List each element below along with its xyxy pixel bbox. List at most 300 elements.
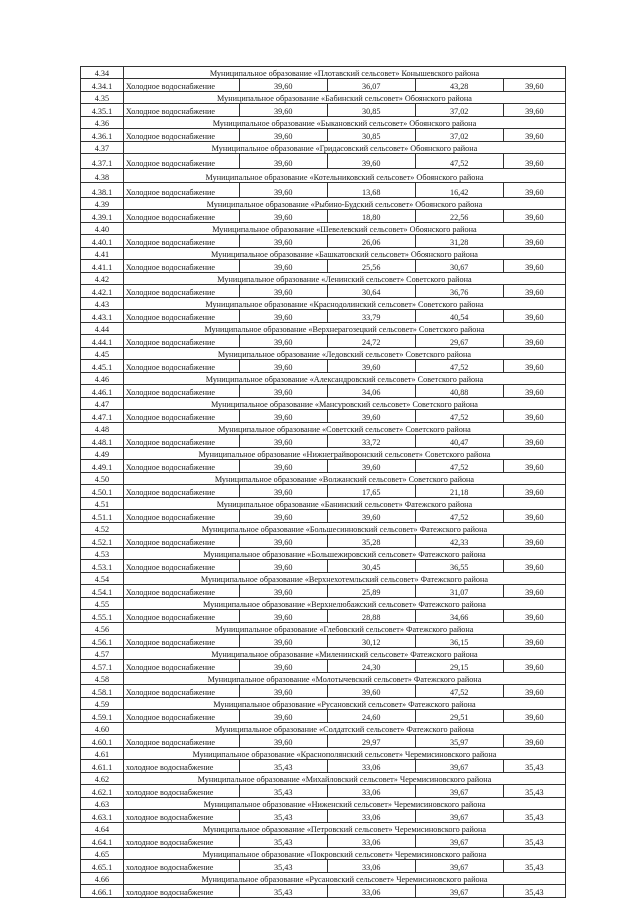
tariff-value-2: 13,68: [327, 183, 415, 198]
tariff-row: [81, 235, 566, 248]
tariff-value-3: 29,67: [415, 335, 503, 348]
tariff-value-2: 33,06: [327, 810, 415, 823]
tariff-value-2: 18,80: [327, 210, 415, 223]
row-number: 4.42: [81, 273, 124, 285]
service-name: холодное водоснабжение: [123, 835, 239, 848]
section-header-row: [81, 723, 566, 735]
row-number: 4.61.1: [81, 760, 124, 773]
tariff-value-2: 36,07: [327, 79, 415, 92]
section-header-row: [81, 573, 566, 585]
tariff-value-1: 39,60: [239, 335, 327, 348]
tariff-value-1: 35,43: [239, 785, 327, 798]
section-header-row: [81, 223, 566, 235]
municipality-title: Муниципальное образование «Верхнехотемльский сельсовет» Фатежского района: [123, 573, 565, 585]
tariff-value-4: 39,60: [503, 129, 565, 142]
tariff-value-3: 36,55: [415, 560, 503, 573]
tariff-value-3: 39,67: [415, 885, 503, 898]
tariff-value-3: 37,02: [415, 129, 503, 142]
row-number: 4.47.1: [81, 410, 124, 423]
row-number: 4.41: [81, 248, 124, 260]
municipality-title: Муниципальное образование «Русановский сельсовет» Фатежского района: [123, 698, 565, 710]
municipality-title: Муниципальное образование «Петровский сельсовет» Черемисиновского района: [123, 823, 565, 835]
tariff-value-2: 30,85: [327, 104, 415, 117]
tariff-value-2: 25,89: [327, 585, 415, 598]
service-name: Холодное водоснабжение: [123, 285, 239, 298]
tariff-value-2: 33,06: [327, 835, 415, 848]
municipality-title: Муниципальное образование «Мансуровский сельсовет» Советского района: [123, 398, 565, 410]
municipality-title: Муниципальное образование «Шевелевский сельсовет» Обоянского района: [123, 223, 565, 235]
service-name: Холодное водоснабжение: [123, 310, 239, 323]
tariff-value-1: 39,60: [239, 635, 327, 648]
tariff-value-3: 40,54: [415, 310, 503, 323]
tariff-value-2: 35,28: [327, 535, 415, 548]
tariff-value-2: 30,12: [327, 635, 415, 648]
tariff-value-2: 24,30: [327, 660, 415, 673]
row-number: 4.62: [81, 773, 124, 785]
row-number: 4.64.1: [81, 835, 124, 848]
row-number: 4.57.1: [81, 660, 124, 673]
tariff-value-1: 39,60: [239, 154, 327, 169]
tariff-value-3: 34,66: [415, 610, 503, 623]
municipality-title: Муниципальное образование «Большесинновский сельсовет» Фатежского района: [123, 523, 565, 535]
municipality-title: Муниципальное образование «Рыбино-Будский сельсовет» Обоянского района: [123, 198, 565, 210]
section-header-row: [81, 498, 566, 510]
row-number: 4.35.1: [81, 104, 124, 117]
municipality-title: Муниципальное образование «Нижнеграйворонский сельсовет» Советского района: [123, 448, 565, 460]
row-number: 4.34: [81, 67, 124, 79]
tariff-value-3: 29,51: [415, 710, 503, 723]
service-name: Холодное водоснабжение: [123, 260, 239, 273]
tariff-value-4: 35,43: [503, 810, 565, 823]
service-name: Холодное водоснабжение: [123, 335, 239, 348]
service-name: Холодное водоснабжение: [123, 685, 239, 698]
row-number: 4.39.1: [81, 210, 124, 223]
row-number: 4.40.1: [81, 235, 124, 248]
tariff-value-3: 31,28: [415, 235, 503, 248]
tariff-value-2: 39,60: [327, 460, 415, 473]
tariff-value-4: 39,60: [503, 210, 565, 223]
tariff-row: [81, 104, 566, 117]
service-name: Холодное водоснабжение: [123, 485, 239, 498]
tariff-value-4: 35,43: [503, 760, 565, 773]
row-number: 4.46.1: [81, 385, 124, 398]
tariff-value-3: 47,52: [415, 685, 503, 698]
service-name: холодное водоснабжение: [123, 860, 239, 873]
row-number: 4.43: [81, 298, 124, 310]
tariff-value-4: 39,60: [503, 560, 565, 573]
row-number: 4.62.1: [81, 785, 124, 798]
tariff-value-1: 39,60: [239, 660, 327, 673]
row-number: 4.66: [81, 873, 124, 885]
tariff-value-2: 33,06: [327, 760, 415, 773]
tariff-value-1: 39,60: [239, 560, 327, 573]
section-header-row: [81, 273, 566, 285]
row-number: 4.47: [81, 398, 124, 410]
tariff-value-4: 39,60: [503, 385, 565, 398]
tariff-row: [81, 210, 566, 223]
row-number: 4.61: [81, 748, 124, 760]
service-name: Холодное водоснабжение: [123, 154, 239, 169]
section-header-row: [81, 423, 566, 435]
row-number: 4.63: [81, 798, 124, 810]
municipality-title: Муниципальное образование «Башкатовский сельсовет» Обоянского района: [123, 248, 565, 260]
section-header-row: [81, 298, 566, 310]
tariff-row: [81, 885, 566, 898]
municipality-title: Муниципальное образование «Ниженский сельсовет» Черемисиновского района: [123, 798, 565, 810]
row-number: 4.59: [81, 698, 124, 710]
tariff-value-3: 31,07: [415, 585, 503, 598]
row-number: 4.54.1: [81, 585, 124, 598]
tariff-row: [81, 635, 566, 648]
section-header-row: [81, 598, 566, 610]
tariff-value-1: 39,60: [239, 510, 327, 523]
tariff-row: [81, 129, 566, 142]
tariff-value-3: 39,67: [415, 835, 503, 848]
municipality-title: Муниципальное образование «Волжанский сельсовет» Советского района: [123, 473, 565, 485]
tariff-value-1: 39,60: [239, 385, 327, 398]
tariff-value-2: 29,97: [327, 735, 415, 748]
municipality-title: Муниципальное образование «Банинский сельсовет» Фатежского района: [123, 498, 565, 510]
tariff-value-1: 35,43: [239, 885, 327, 898]
tariff-value-1: 39,60: [239, 735, 327, 748]
tariff-value-4: 39,60: [503, 410, 565, 423]
tariff-value-1: 39,60: [239, 129, 327, 142]
row-number: 4.52: [81, 523, 124, 535]
row-number: 4.55.1: [81, 610, 124, 623]
municipality-title: Муниципальное образование «Котельниковский сельсовет» Обоянского района: [123, 169, 565, 183]
row-number: 4.35: [81, 92, 124, 104]
tariff-value-4: 39,60: [503, 335, 565, 348]
municipality-title: Муниципальное образование «Ледовский сельсовет» Советского района: [123, 348, 565, 360]
municipality-title: Муниципальное образование «Быкановский сельсовет» Обоянского района: [123, 117, 565, 129]
tariff-value-1: 35,43: [239, 810, 327, 823]
tariff-value-3: 36,76: [415, 285, 503, 298]
tariff-value-4: 39,60: [503, 460, 565, 473]
municipality-title: Муниципальное образование «Бабинский сельсовет» Обоянского района: [123, 92, 565, 104]
row-number: 4.57: [81, 648, 124, 660]
tariff-value-3: 21,18: [415, 485, 503, 498]
tariff-value-1: 35,43: [239, 860, 327, 873]
tariff-value-2: 33,72: [327, 435, 415, 448]
tariff-value-1: 39,60: [239, 310, 327, 323]
row-number: 4.48: [81, 423, 124, 435]
service-name: Холодное водоснабжение: [123, 710, 239, 723]
tariff-value-1: 39,60: [239, 285, 327, 298]
tariff-value-4: 35,43: [503, 785, 565, 798]
row-number: 4.38.1: [81, 183, 124, 198]
service-name: Холодное водоснабжение: [123, 235, 239, 248]
tariff-value-2: 30,45: [327, 560, 415, 573]
row-number: 4.42.1: [81, 285, 124, 298]
row-number: 4.37: [81, 142, 124, 154]
service-name: холодное водоснабжение: [123, 760, 239, 773]
section-header-row: [81, 523, 566, 535]
section-header-row: [81, 142, 566, 154]
tariff-value-3: 29,15: [415, 660, 503, 673]
tariff-row: [81, 410, 566, 423]
tariff-value-4: 35,43: [503, 860, 565, 873]
tariff-table: [80, 66, 566, 898]
tariff-value-1: 39,60: [239, 710, 327, 723]
row-number: 4.40: [81, 223, 124, 235]
tariff-table-body: [81, 67, 566, 898]
service-name: Холодное водоснабжение: [123, 610, 239, 623]
service-name: холодное водоснабжение: [123, 785, 239, 798]
tariff-value-2: 17,65: [327, 485, 415, 498]
section-header-row: [81, 398, 566, 410]
tariff-row: [81, 610, 566, 623]
row-number: 4.38: [81, 169, 124, 183]
municipality-title: Муниципальное образование «Александровский сельсовет» Советского района: [123, 373, 565, 385]
row-number: 4.66.1: [81, 885, 124, 898]
tariff-value-3: 30,67: [415, 260, 503, 273]
tariff-row: [81, 785, 566, 798]
row-number: 4.58.1: [81, 685, 124, 698]
tariff-value-1: 39,60: [239, 410, 327, 423]
tariff-value-3: 47,52: [415, 154, 503, 169]
section-header-row: [81, 67, 566, 79]
tariff-value-2: 24,72: [327, 335, 415, 348]
tariff-value-3: 47,52: [415, 360, 503, 373]
tariff-value-1: 39,60: [239, 79, 327, 92]
tariff-value-4: 39,60: [503, 660, 565, 673]
row-number: 4.46: [81, 373, 124, 385]
section-header-row: [81, 748, 566, 760]
municipality-title: Муниципальное образование «Ленинский сельсовет» Советского района: [123, 273, 565, 285]
tariff-value-3: 40,47: [415, 435, 503, 448]
row-number: 4.65: [81, 848, 124, 860]
tariff-value-3: 36,15: [415, 635, 503, 648]
tariff-value-1: 35,43: [239, 760, 327, 773]
row-number: 4.36: [81, 117, 124, 129]
row-number: 4.43.1: [81, 310, 124, 323]
tariff-value-2: 34,06: [327, 385, 415, 398]
section-header-row: [81, 798, 566, 810]
row-number: 4.49: [81, 448, 124, 460]
tariff-value-4: 35,43: [503, 885, 565, 898]
tariff-value-3: 47,52: [415, 460, 503, 473]
tariff-value-3: 47,52: [415, 510, 503, 523]
service-name: Холодное водоснабжение: [123, 660, 239, 673]
section-header-row: [81, 548, 566, 560]
service-name: Холодное водоснабжение: [123, 535, 239, 548]
tariff-row: [81, 760, 566, 773]
tariff-value-4: 39,60: [503, 610, 565, 623]
service-name: холодное водоснабжение: [123, 810, 239, 823]
municipality-title: Муниципальное образование «Плотавский сельсовет» Конышевского района: [123, 67, 565, 79]
row-number: 4.51.1: [81, 510, 124, 523]
tariff-row: [81, 560, 566, 573]
tariff-row: [81, 335, 566, 348]
tariff-row: [81, 285, 566, 298]
row-number: 4.53: [81, 548, 124, 560]
row-number: 4.60.1: [81, 735, 124, 748]
service-name: Холодное водоснабжение: [123, 435, 239, 448]
row-number: 4.41.1: [81, 260, 124, 273]
municipality-title: Муниципальное образование «Михайловский сельсовет» Черемисиновского района: [123, 773, 565, 785]
tariff-value-4: 39,60: [503, 510, 565, 523]
row-number: 4.56.1: [81, 635, 124, 648]
row-number: 4.53.1: [81, 560, 124, 573]
tariff-value-1: 39,60: [239, 183, 327, 198]
tariff-value-1: 39,60: [239, 685, 327, 698]
tariff-value-4: 35,43: [503, 835, 565, 848]
tariff-value-4: 39,60: [503, 635, 565, 648]
tariff-value-4: 39,60: [503, 710, 565, 723]
municipality-title: Муниципальное образование «Солдатский сельсовет» Фатежского района: [123, 723, 565, 735]
section-header-row: [81, 848, 566, 860]
section-header-row: [81, 117, 566, 129]
row-number: 4.39: [81, 198, 124, 210]
service-name: Холодное водоснабжение: [123, 385, 239, 398]
tariff-value-1: 39,60: [239, 535, 327, 548]
tariff-value-2: 39,60: [327, 685, 415, 698]
tariff-row: [81, 360, 566, 373]
service-name: Холодное водоснабжение: [123, 735, 239, 748]
service-name: Холодное водоснабжение: [123, 460, 239, 473]
service-name: Холодное водоснабжение: [123, 183, 239, 198]
municipality-title: Муниципальное образование «Покровский сельсовет» Черемисиновского района: [123, 848, 565, 860]
row-number: 4.48.1: [81, 435, 124, 448]
row-number: 4.58: [81, 673, 124, 685]
tariff-value-2: 28,88: [327, 610, 415, 623]
service-name: Холодное водоснабжение: [123, 129, 239, 142]
tariff-value-2: 26,06: [327, 235, 415, 248]
tariff-value-3: 22,56: [415, 210, 503, 223]
municipality-title: Муниципальное образование «Глебовский сельсовет» Фатежского района: [123, 623, 565, 635]
tariff-value-3: 37,02: [415, 104, 503, 117]
tariff-value-4: 39,60: [503, 735, 565, 748]
tariff-value-4: 39,60: [503, 154, 565, 169]
tariff-value-4: 39,60: [503, 360, 565, 373]
municipality-title: Муниципальное образование «Гридасовский сельсовет» Обоянского района: [123, 142, 565, 154]
row-number: 4.65.1: [81, 860, 124, 873]
tariff-value-1: 39,60: [239, 260, 327, 273]
row-number: 4.45: [81, 348, 124, 360]
service-name: Холодное водоснабжение: [123, 104, 239, 117]
tariff-value-3: 43,28: [415, 79, 503, 92]
tariff-value-3: 47,52: [415, 410, 503, 423]
tariff-row: [81, 260, 566, 273]
section-header-row: [81, 623, 566, 635]
row-number: 4.36.1: [81, 129, 124, 142]
tariff-value-1: 39,60: [239, 585, 327, 598]
tariff-value-4: 39,60: [503, 535, 565, 548]
tariff-row: [81, 735, 566, 748]
section-header-row: [81, 348, 566, 360]
tariff-row: [81, 310, 566, 323]
row-number: 4.54: [81, 573, 124, 585]
service-name: Холодное водоснабжение: [123, 410, 239, 423]
tariff-value-2: 39,60: [327, 510, 415, 523]
municipality-title: Муниципальное образование «Краснодолинский сельсовет» Советского района: [123, 298, 565, 310]
service-name: Холодное водоснабжение: [123, 510, 239, 523]
tariff-value-3: 39,67: [415, 860, 503, 873]
tariff-value-2: 30,64: [327, 285, 415, 298]
service-name: Холодное водоснабжение: [123, 210, 239, 223]
row-number: 4.50.1: [81, 485, 124, 498]
service-name: холодное водоснабжение: [123, 885, 239, 898]
tariff-value-3: 40,88: [415, 385, 503, 398]
tariff-row: [81, 660, 566, 673]
section-header-row: [81, 323, 566, 335]
tariff-row: [81, 860, 566, 873]
tariff-row: [81, 385, 566, 398]
row-number: 4.63.1: [81, 810, 124, 823]
tariff-value-2: 33,06: [327, 885, 415, 898]
tariff-row: [81, 79, 566, 92]
tariff-value-2: 30,85: [327, 129, 415, 142]
tariff-value-2: 24,60: [327, 710, 415, 723]
tariff-row: [81, 154, 566, 169]
tariff-value-4: 39,60: [503, 685, 565, 698]
row-number: 4.34.1: [81, 79, 124, 92]
tariff-row: [81, 810, 566, 823]
tariff-value-4: 39,60: [503, 79, 565, 92]
service-name: Холодное водоснабжение: [123, 560, 239, 573]
tariff-row: [81, 460, 566, 473]
tariff-row: [81, 485, 566, 498]
tariff-value-4: 39,60: [503, 260, 565, 273]
section-header-row: [81, 773, 566, 785]
section-header-row: [81, 823, 566, 835]
tariff-value-3: 35,97: [415, 735, 503, 748]
tariff-value-3: 39,67: [415, 760, 503, 773]
section-header-row: [81, 248, 566, 260]
tariff-value-4: 39,60: [503, 285, 565, 298]
municipality-title: Муниципальное образование «Верхнелюбажский сельсовет» Фатежского района: [123, 598, 565, 610]
service-name: Холодное водоснабжение: [123, 360, 239, 373]
section-header-row: [81, 648, 566, 660]
tariff-row: [81, 535, 566, 548]
tariff-value-4: 39,60: [503, 585, 565, 598]
tariff-row: [81, 585, 566, 598]
municipality-title: Муниципальное образование «Миленинский сельсовет» Фатежского района: [123, 648, 565, 660]
tariff-value-1: 39,60: [239, 360, 327, 373]
section-header-row: [81, 473, 566, 485]
service-name: Холодное водоснабжение: [123, 585, 239, 598]
tariff-value-4: 39,60: [503, 235, 565, 248]
tariff-value-1: 39,60: [239, 435, 327, 448]
row-number: 4.51: [81, 498, 124, 510]
municipality-title: Муниципальное образование «Верхнерагозецкий сельсовет» Советского района: [123, 323, 565, 335]
row-number: 4.64: [81, 823, 124, 835]
tariff-value-1: 39,60: [239, 235, 327, 248]
municipality-title: Муниципальное образование «Русановский сельсовет» Черемисиновского района: [123, 873, 565, 885]
tariff-value-1: 39,60: [239, 460, 327, 473]
tariff-value-2: 39,60: [327, 360, 415, 373]
tariff-value-2: 33,06: [327, 860, 415, 873]
tariff-value-4: 39,60: [503, 104, 565, 117]
tariff-value-1: 39,60: [239, 485, 327, 498]
row-number: 4.44: [81, 323, 124, 335]
row-number: 4.59.1: [81, 710, 124, 723]
tariff-value-2: 39,60: [327, 154, 415, 169]
tariff-value-2: 33,06: [327, 785, 415, 798]
section-header-row: [81, 92, 566, 104]
tariff-value-1: 39,60: [239, 210, 327, 223]
tariff-value-3: 39,67: [415, 785, 503, 798]
tariff-value-3: 39,67: [415, 810, 503, 823]
tariff-value-3: 42,33: [415, 535, 503, 548]
tariff-value-2: 33,79: [327, 310, 415, 323]
municipality-title: Муниципальное образование «Большежировский сельсовет» Фатежского района: [123, 548, 565, 560]
row-number: 4.49.1: [81, 460, 124, 473]
row-number: 4.56: [81, 623, 124, 635]
tariff-value-4: 39,60: [503, 435, 565, 448]
tariff-value-2: 25,56: [327, 260, 415, 273]
tariff-value-1: 39,60: [239, 610, 327, 623]
